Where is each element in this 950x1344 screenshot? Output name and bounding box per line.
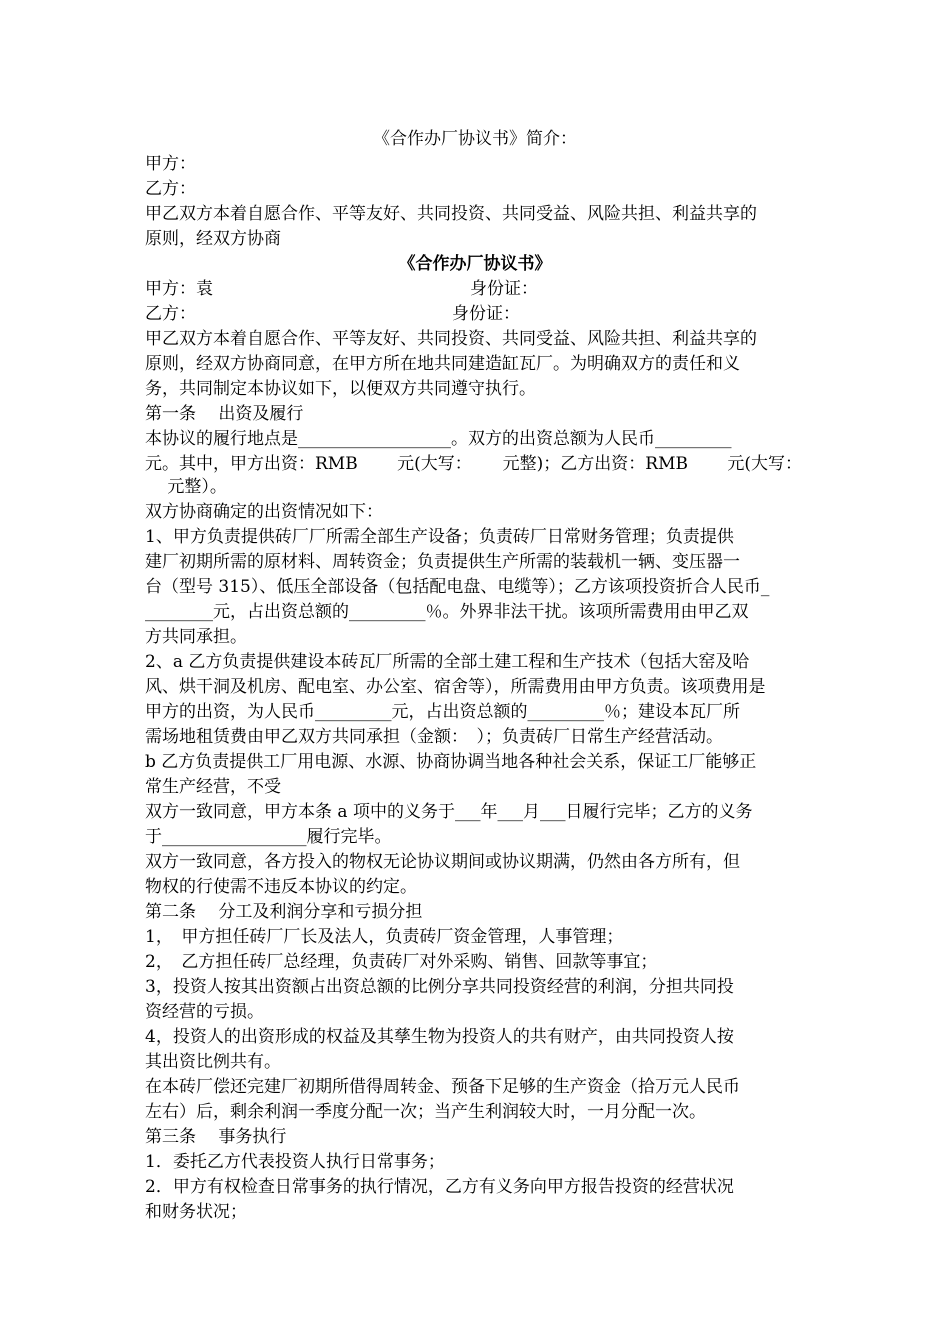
party-a-id-label: 身份证： — [470, 279, 538, 299]
article-2-title: 第二条 分工及利润分享和亏损分担 — [145, 902, 423, 922]
article-1-item-4-line-1: 双方一致同意，各方投入的物权无论协议期间或协议期满，仍然由各方所有，但 — [145, 852, 740, 872]
article-1-item-2-line-2: 风、烘干洞及机房、配电室、办公室、宿舍等），所需费用由甲方负责。该项费用是 — [145, 677, 766, 697]
preamble-line-3: 务，共同制定本协议如下，以便双方共同遵守执行。 — [145, 379, 536, 399]
preamble-line-1: 甲乙双方本着自愿合作、平等友好、共同投资、共同受益、风险共担、利益共享的 — [145, 329, 757, 349]
article-3-title: 第三条 事务执行 — [145, 1127, 287, 1147]
article-2-item-2: 2， 乙方担任砖厂总经理，负责砖厂对外采购、销售、回款等事宜； — [145, 952, 658, 972]
intro-paragraph-line-1: 甲乙双方本着自愿合作、平等友好、共同投资、共同受益、风险共担、利益共享的 — [145, 204, 757, 224]
party-a-row — [145, 277, 815, 302]
article-1-line-3: 元整）。 — [145, 477, 227, 497]
article-2-item-4-line-1: 4，投资人的出资形成的权益及其孳生物为投资人的共有财产，由共同投资人按 — [145, 1027, 734, 1047]
article-1-item-1-line-4: ________元，占出资总额的_________％。外界非法干扰。该项所需费用由甲乙双 — [145, 602, 749, 622]
article-1-item-2-line-4: 需场地租赁费由甲乙双方共同承担（金额： ）；负责砖厂日常生产经营活动。 — [145, 727, 723, 747]
article-2-item-3-line-1: 3，投资人按其出资额占出资总额的比例分享共同投资经营的利润，分担共同投 — [145, 977, 734, 997]
article-2-item-3-line-2: 资经营的亏损。 — [145, 1002, 264, 1022]
article-3-item-2-line-1: 2．甲方有权检查日常事务的执行情况，乙方有义务向甲方报告投资的经营状况 — [145, 1177, 734, 1197]
article-1-item-2-line-1: 2、a 乙方负责提供建设本砖瓦厂所需的全部土建工程和生产技术（包括大窑及哈 — [145, 652, 750, 672]
article-1-line-2: 元。其中，甲方出资：RMB 元(大写： 元整)；乙方出资：RMB 元(大写： — [145, 454, 803, 474]
party-b-label: 乙方： — [145, 304, 196, 324]
intro-party-a: 甲方： — [145, 154, 196, 174]
article-1-item-2-line-5: b 乙方负责提供工厂用电源、水源、协商协调当地各种社会关系，保证工厂能够正 — [145, 752, 757, 772]
article-1-line-1: 本协议的履行地点是__________________。双方的出资总额为人民币_________ — [145, 429, 732, 449]
article-1-title: 第一条 出资及履行 — [145, 404, 304, 424]
article-1-item-2-line-3: 甲方的出资，为人民币_________元，占出资总额的_________％；建设本瓦厂所 — [145, 702, 740, 722]
article-1-item-3-line-1: 双方一致同意，甲方本条 a 项中的义务于___年___月___日履行完毕；乙方的义务 — [145, 802, 753, 822]
article-1-item-4-line-2: 物权的行使需不违反本协议的约定。 — [145, 877, 417, 897]
article-2-item-4-line-2: 其出资比例共有。 — [145, 1052, 281, 1072]
party-b-id-label: 身份证： — [452, 304, 520, 324]
intro-party-b: 乙方： — [145, 179, 196, 199]
article-1-item-1-line-2: 建厂初期所需的原材料、周转资金；负责提供生产所需的装载机一辆、变压器一 — [145, 552, 740, 572]
article-2-item-5-line-2: 左右）后，剩余利润一季度分配一次；当产生利润较大时，一月分配一次。 — [145, 1102, 706, 1122]
main-title: 《合作办厂协议书》 — [398, 254, 552, 274]
article-3-item-1: 1．委托乙方代表投资人执行日常事务； — [145, 1152, 445, 1172]
intro-paragraph-line-2: 原则，经双方协商 — [145, 229, 281, 249]
article-1-item-1-line-3: 台（型号 315）、低压全部设备（包括配电盘、电缆等）；乙方该项投资折合人民币_ — [145, 577, 770, 597]
article-1-item-1-line-1: 1、甲方负责提供砖厂厂所需全部生产设备；负责砖厂日常财务管理；负责提供 — [145, 527, 734, 547]
party-b-row — [145, 302, 815, 327]
article-1-item-1-line-5: 方共同承担。 — [145, 627, 247, 647]
article-1-line-4: 双方协商确定的出资情况如下： — [145, 502, 383, 522]
intro-title: 《合作办厂协议书》简介： — [373, 129, 577, 149]
preamble-line-2: 原则，经双方协商同意，在甲方所在地共同建造缸瓦厂。为明确双方的责任和义 — [145, 354, 740, 374]
party-a-label: 甲方：袁 — [145, 279, 213, 299]
article-3-item-2-line-2: 和财务状况； — [145, 1202, 247, 1222]
article-1-item-3-line-2: 于_________________履行完毕。 — [145, 827, 392, 847]
article-1-item-2-line-6: 常生产经营，不受 — [145, 777, 281, 797]
article-2-item-1: 1， 甲方担任砖厂厂长及法人，负责砖厂资金管理，人事管理； — [145, 927, 624, 947]
article-2-item-5-line-1: 在本砖厂偿还完建厂初期所借得周转金、预备下足够的生产资金（拾万元人民币 — [145, 1077, 740, 1097]
